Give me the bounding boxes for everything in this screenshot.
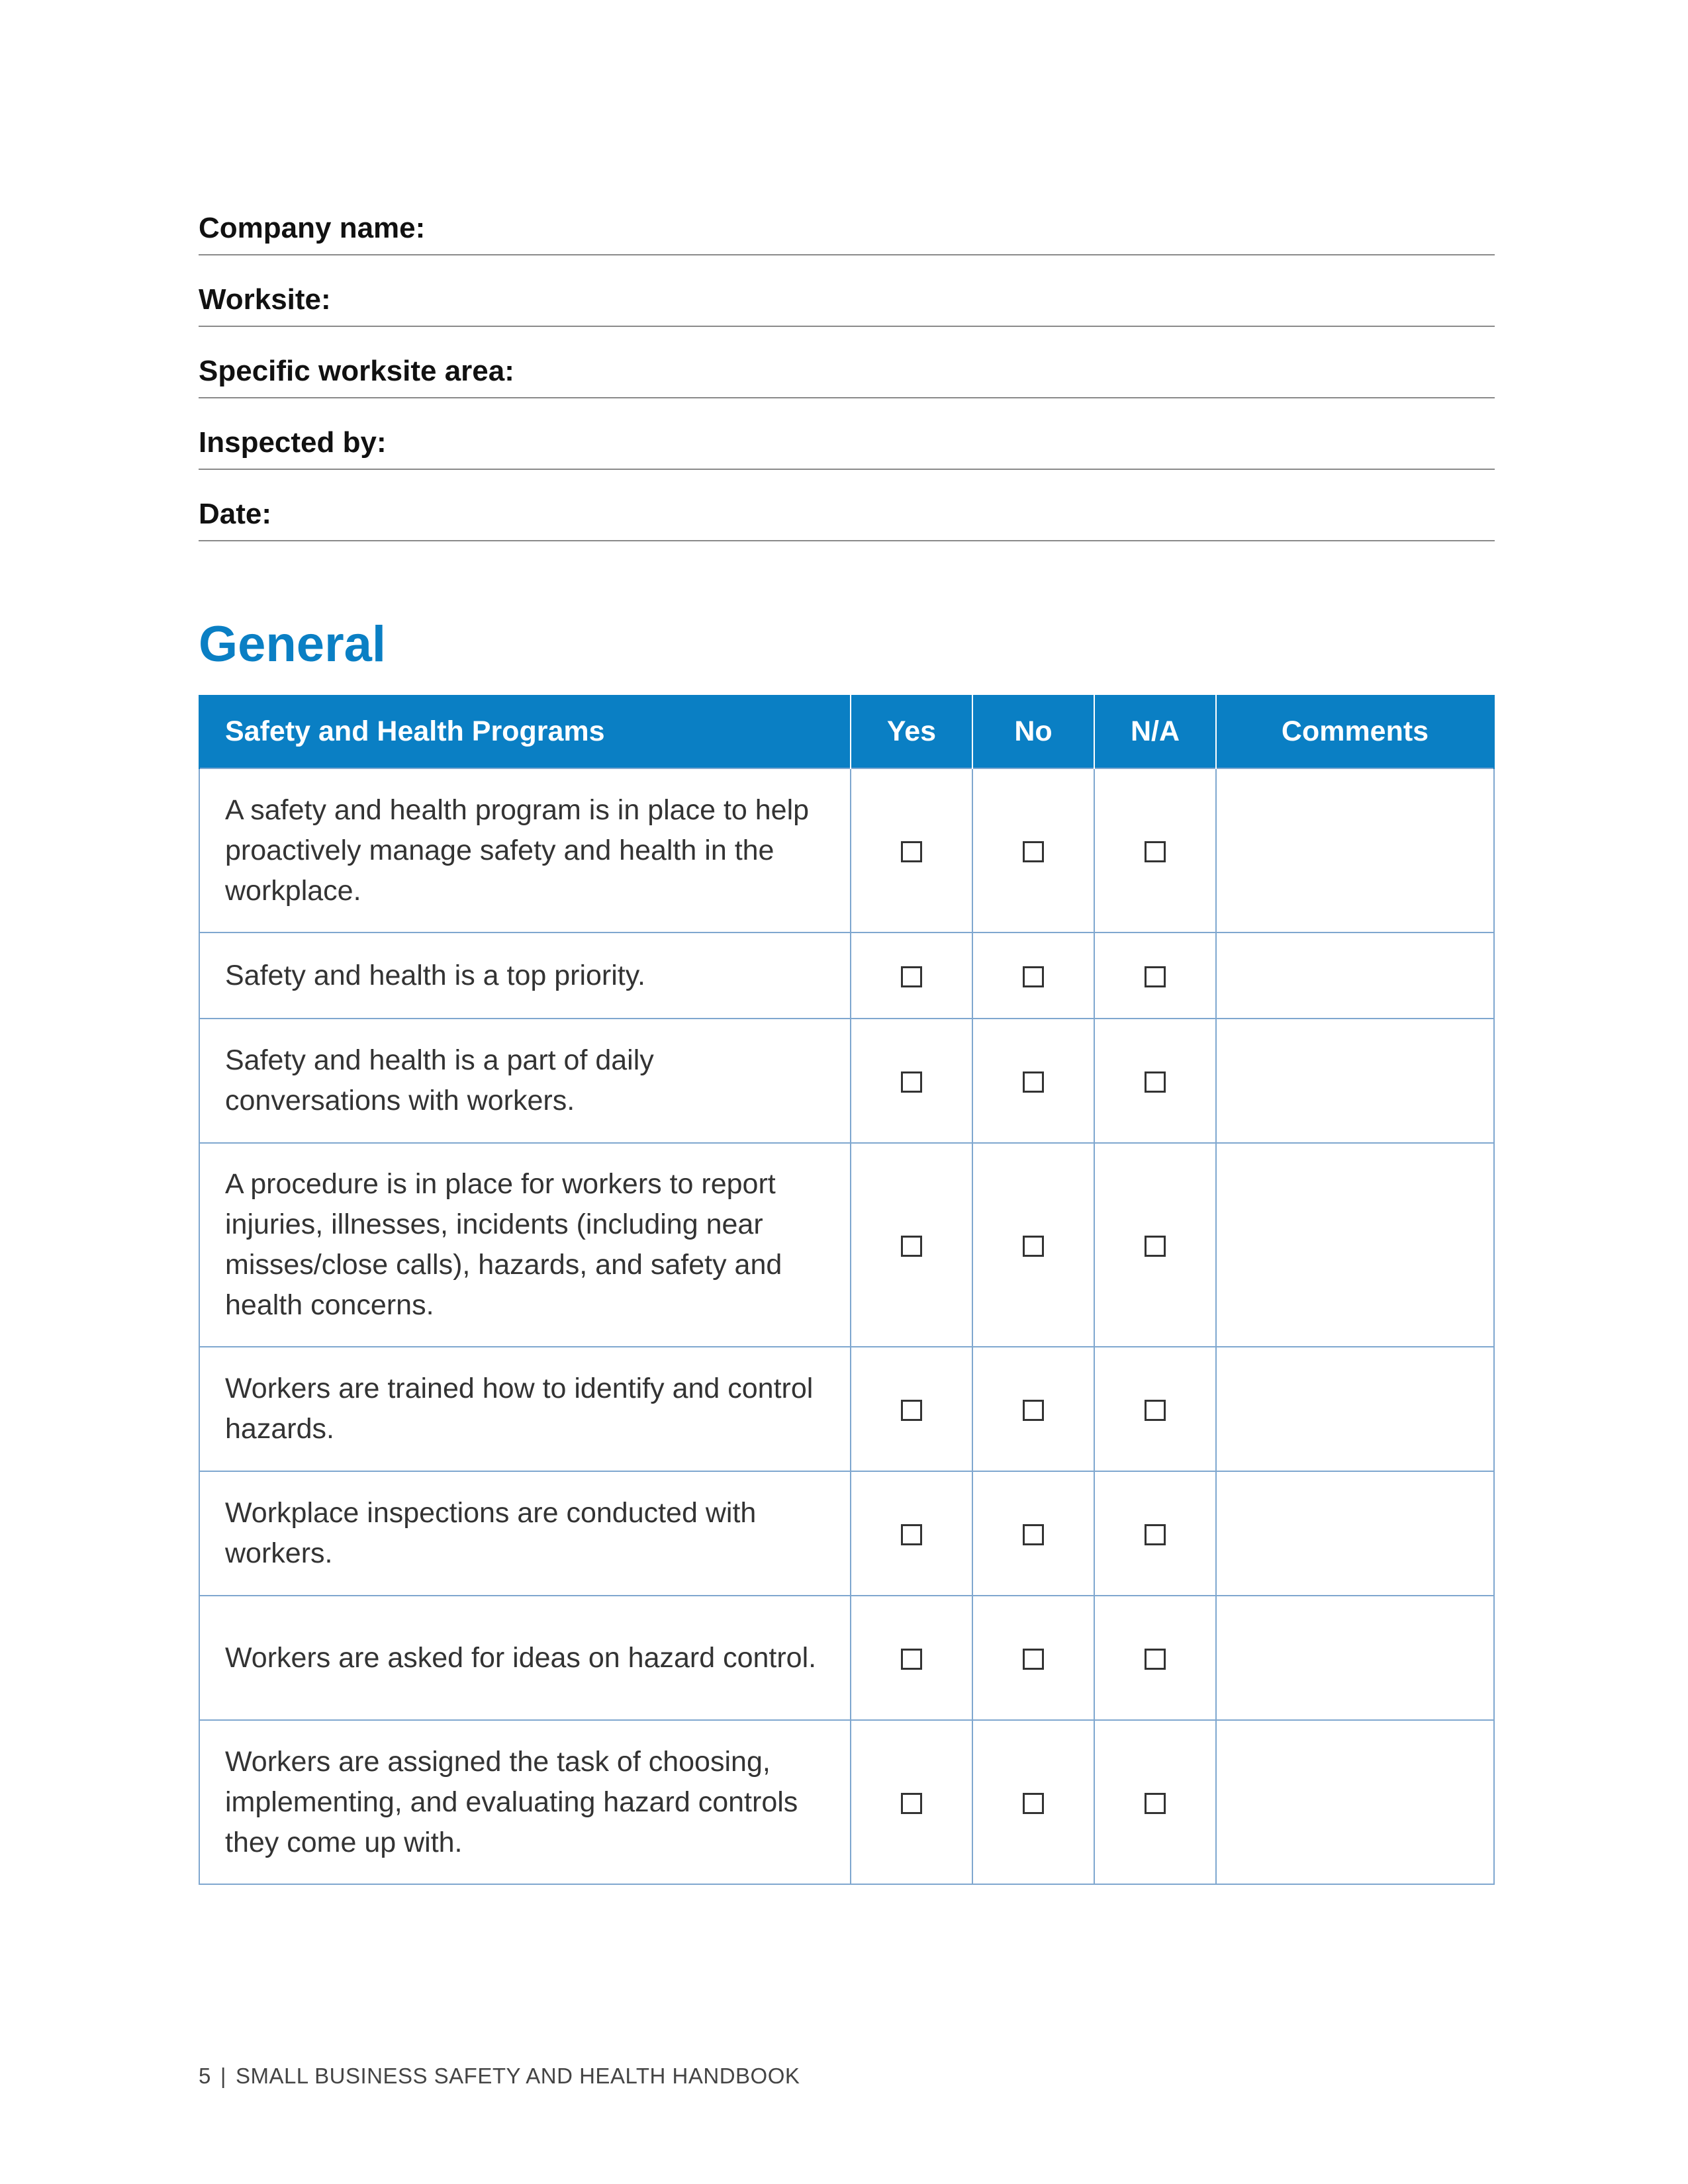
yes-checkbox[interactable] xyxy=(901,1793,922,1814)
table-row xyxy=(199,1347,1494,1471)
date-label: Date: xyxy=(199,498,272,530)
row-item-text: Workers are asked for ideas on hazard control. xyxy=(199,1596,851,1720)
yes-checkbox[interactable] xyxy=(901,1071,922,1093)
no-checkbox[interactable] xyxy=(1023,1071,1044,1093)
date-field[interactable] xyxy=(199,471,1495,541)
yes-cell xyxy=(851,1019,972,1143)
yes-checkbox[interactable] xyxy=(901,966,922,987)
table-row xyxy=(199,933,1494,1019)
na-checkbox[interactable] xyxy=(1145,1649,1166,1670)
table-row xyxy=(199,1019,1494,1143)
header-item: Safety and Health Programs xyxy=(199,695,851,768)
na-checkbox[interactable] xyxy=(1145,1236,1166,1257)
row-item-text: Safety and health is a top priority. xyxy=(199,933,851,1019)
na-checkbox[interactable] xyxy=(1145,966,1166,987)
na-cell xyxy=(1094,1143,1216,1347)
comments-cell[interactable] xyxy=(1216,1143,1494,1347)
na-cell xyxy=(1094,1596,1216,1720)
no-checkbox[interactable] xyxy=(1023,1524,1044,1545)
na-checkbox[interactable] xyxy=(1145,841,1166,862)
inspection-info-fields xyxy=(199,185,1495,543)
no-checkbox[interactable] xyxy=(1023,1649,1044,1670)
row-item-text: A procedure is in place for workers to report injuries, illnesses, incidents (including near misses/close calls), hazards, and safety and health concerns. xyxy=(199,1143,851,1347)
header-comments: Comments xyxy=(1216,695,1494,768)
row-item-text: Safety and health is a part of daily conversations with workers. xyxy=(199,1019,851,1143)
comments-cell[interactable] xyxy=(1216,1596,1494,1720)
yes-checkbox[interactable] xyxy=(901,1524,922,1545)
yes-cell xyxy=(851,1720,972,1884)
header-no: No xyxy=(972,695,1094,768)
comments-cell[interactable] xyxy=(1216,1019,1494,1143)
inspected-by-label: Inspected by: xyxy=(199,426,387,459)
no-cell xyxy=(972,1143,1094,1347)
yes-cell xyxy=(851,933,972,1019)
row-item-text: A safety and health program is in place to help proactively manage safety and health in the workplace. xyxy=(199,768,851,933)
no-cell xyxy=(972,1471,1094,1596)
footer-title: SMALL BUSINESS SAFETY AND HEALTH HANDBOOK xyxy=(235,2064,800,2088)
worksite-field[interactable] xyxy=(199,257,1495,327)
table-row xyxy=(199,768,1494,933)
table-row xyxy=(199,1471,1494,1596)
yes-checkbox[interactable] xyxy=(901,1236,922,1257)
row-item-text: Workers are trained how to identify and control hazards. xyxy=(199,1347,851,1471)
no-checkbox[interactable] xyxy=(1023,1400,1044,1421)
yes-checkbox[interactable] xyxy=(901,1400,922,1421)
table-row xyxy=(199,1720,1494,1884)
page-footer xyxy=(199,2064,800,2089)
yes-cell xyxy=(851,768,972,933)
na-cell xyxy=(1094,1720,1216,1884)
na-cell xyxy=(1094,1347,1216,1471)
comments-cell[interactable] xyxy=(1216,1347,1494,1471)
yes-cell xyxy=(851,1596,972,1720)
no-checkbox[interactable] xyxy=(1023,1793,1044,1814)
yes-cell xyxy=(851,1347,972,1471)
table-header-row xyxy=(199,695,1494,768)
comments-cell[interactable] xyxy=(1216,1720,1494,1884)
na-checkbox[interactable] xyxy=(1145,1524,1166,1545)
footer-separator: | xyxy=(220,2064,226,2088)
no-cell xyxy=(972,768,1094,933)
row-item-text: Workers are assigned the task of choosing, implementing, and evaluating hazard controls they come up with. xyxy=(199,1720,851,1884)
na-cell xyxy=(1094,1471,1216,1596)
header-na: N/A xyxy=(1094,695,1216,768)
specific-worksite-area-field[interactable] xyxy=(199,328,1495,398)
no-checkbox[interactable] xyxy=(1023,841,1044,862)
company-name-label: Company name: xyxy=(199,212,426,244)
checklist-table xyxy=(199,695,1495,1885)
comments-cell[interactable] xyxy=(1216,1471,1494,1596)
inspected-by-field[interactable] xyxy=(199,400,1495,470)
na-checkbox[interactable] xyxy=(1145,1071,1166,1093)
no-cell xyxy=(972,1019,1094,1143)
no-cell xyxy=(972,1720,1094,1884)
row-item-text: Workplace inspections are conducted with workers. xyxy=(199,1471,851,1596)
comments-cell[interactable] xyxy=(1216,933,1494,1019)
specific-worksite-area-label: Specific worksite area: xyxy=(199,355,514,387)
no-cell xyxy=(972,1347,1094,1471)
table-row xyxy=(199,1596,1494,1720)
no-cell xyxy=(972,933,1094,1019)
yes-cell xyxy=(851,1471,972,1596)
table-row xyxy=(199,1143,1494,1347)
na-cell xyxy=(1094,1019,1216,1143)
yes-checkbox[interactable] xyxy=(901,1649,922,1670)
no-cell xyxy=(972,1596,1094,1720)
na-checkbox[interactable] xyxy=(1145,1793,1166,1814)
no-checkbox[interactable] xyxy=(1023,966,1044,987)
comments-cell[interactable] xyxy=(1216,768,1494,933)
na-cell xyxy=(1094,933,1216,1019)
na-checkbox[interactable] xyxy=(1145,1400,1166,1421)
no-checkbox[interactable] xyxy=(1023,1236,1044,1257)
na-cell xyxy=(1094,768,1216,933)
company-name-field[interactable] xyxy=(199,185,1495,255)
header-yes: Yes xyxy=(851,695,972,768)
yes-checkbox[interactable] xyxy=(901,841,922,862)
page-number: 5 xyxy=(199,2064,211,2088)
yes-cell xyxy=(851,1143,972,1347)
worksite-label: Worksite: xyxy=(199,283,331,316)
section-title: General xyxy=(199,616,387,672)
